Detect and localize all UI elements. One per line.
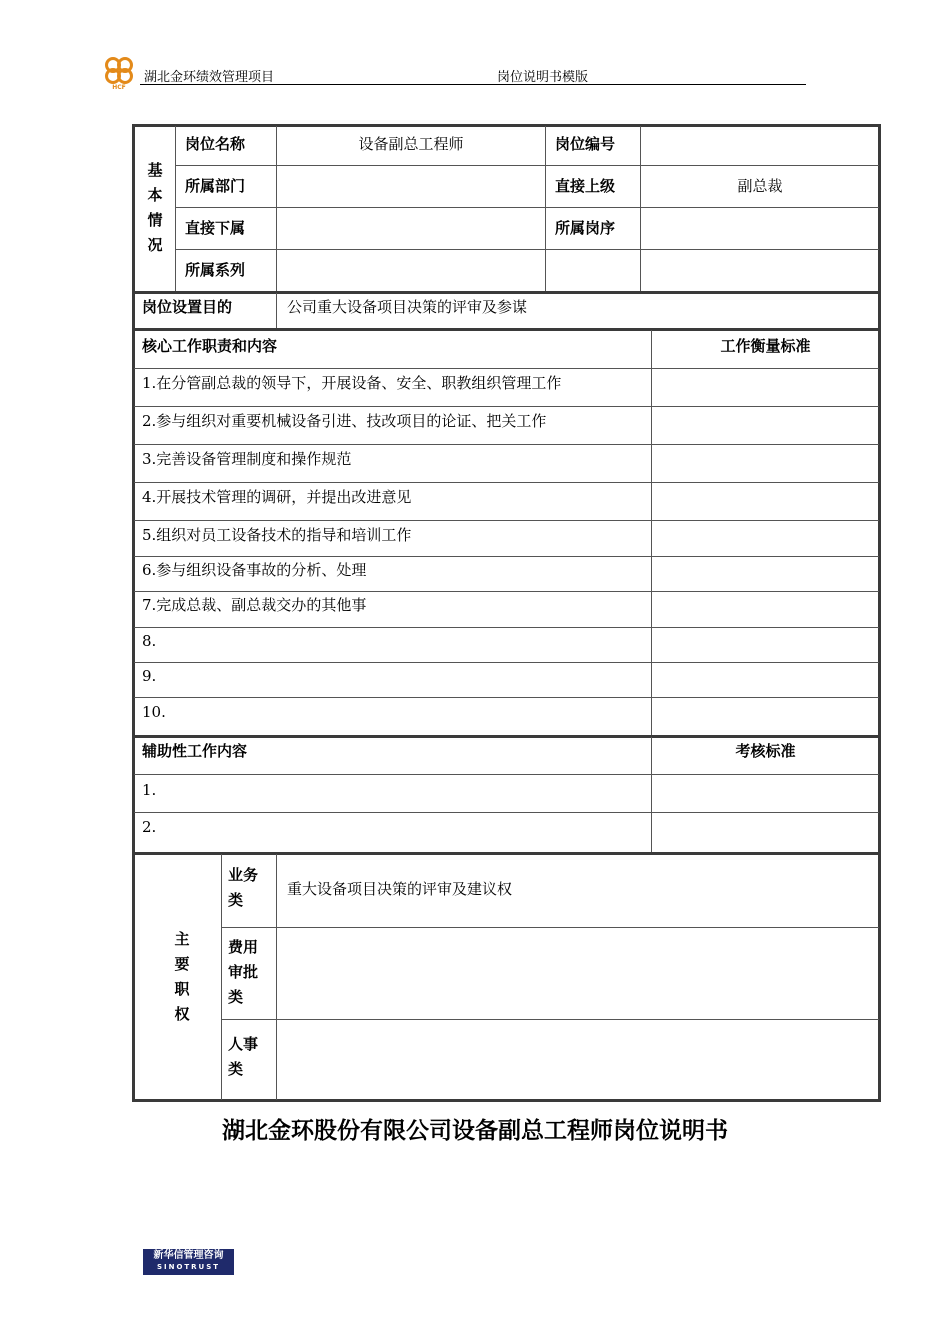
- auxiliary-work-item: 2.: [142, 818, 157, 836]
- core-duty-item: 10.: [142, 703, 166, 721]
- basic-info-label: 基 本 情 况: [147, 161, 163, 254]
- consultancy-logo-en: SINOTRUST: [156, 1263, 221, 1271]
- core-duty-item: 8.: [142, 632, 157, 650]
- core-duty-item: 5.组织对员工设备技术的指导和培训工作: [142, 526, 412, 544]
- position-name-value: 设备副总工程师: [358, 135, 464, 153]
- position-code-label: 岗位编号: [555, 135, 616, 153]
- authority-label: 主 要 职 权: [174, 930, 190, 1023]
- auxiliary-work-item: 1.: [142, 781, 157, 799]
- header-divider: [140, 84, 806, 85]
- core-duty-item: 3.完善设备管理制度和操作规范: [142, 450, 352, 468]
- job-description-form: [132, 124, 881, 1102]
- company-logo: [101, 55, 137, 91]
- core-duty-item: 6.参与组织设备事故的分析、处理: [142, 561, 367, 579]
- header-template-name: 岗位说明书模版: [497, 70, 589, 85]
- core-duty-item: 9.: [142, 667, 157, 685]
- auxiliary-standard-header: 考核标准: [735, 742, 796, 760]
- purpose-label: 岗位设置目的: [142, 298, 233, 316]
- document-title: 湖北金环股份有限公司设备副总工程师岗位说明书: [222, 1118, 728, 1144]
- business-authority-value: 重大设备项目决策的评审及建议权: [287, 880, 513, 898]
- auxiliary-work-header: 辅助性工作内容: [142, 742, 248, 760]
- subordinate-label: 直接下属: [185, 219, 246, 237]
- superior-value: 副总裁: [737, 177, 783, 195]
- superior-label: 直接上级: [555, 177, 616, 195]
- header-project-name: 湖北金环绩效管理项目: [144, 70, 275, 85]
- series-label: 所属系列: [185, 261, 246, 279]
- core-standard-header: 工作衡量标准: [720, 337, 811, 355]
- purpose-value: 公司重大设备项目决策的评审及参谋: [287, 298, 528, 316]
- core-duties-header: 核心工作职责和内容: [142, 337, 278, 355]
- core-duty-item: 4.开展技术管理的调研，并提出改进意见: [142, 488, 412, 506]
- expense-approval-label: 费用 审批 类: [228, 938, 259, 1006]
- position-name-label: 岗位名称: [185, 135, 246, 153]
- hr-authority-label: 人事 类: [228, 1035, 259, 1078]
- department-label: 所属部门: [185, 177, 246, 195]
- core-duty-item: 2.参与组织对重要机械设备引进、技改项目的论证、把关工作: [142, 412, 547, 430]
- sequence-label: 所属岗序: [555, 219, 616, 237]
- consultancy-logo-cn: 新华信管理咨询: [153, 1250, 224, 1261]
- consultancy-logo: [143, 1249, 234, 1275]
- business-authority-label: 业务 类: [228, 866, 259, 909]
- core-duty-item: 7.完成总裁、副总裁交办的其他事: [142, 596, 367, 614]
- core-duty-item: 1.在分管副总裁的领导下，开展设备、安全、职教组织管理工作: [142, 374, 562, 392]
- logo-text: HCF: [112, 84, 126, 91]
